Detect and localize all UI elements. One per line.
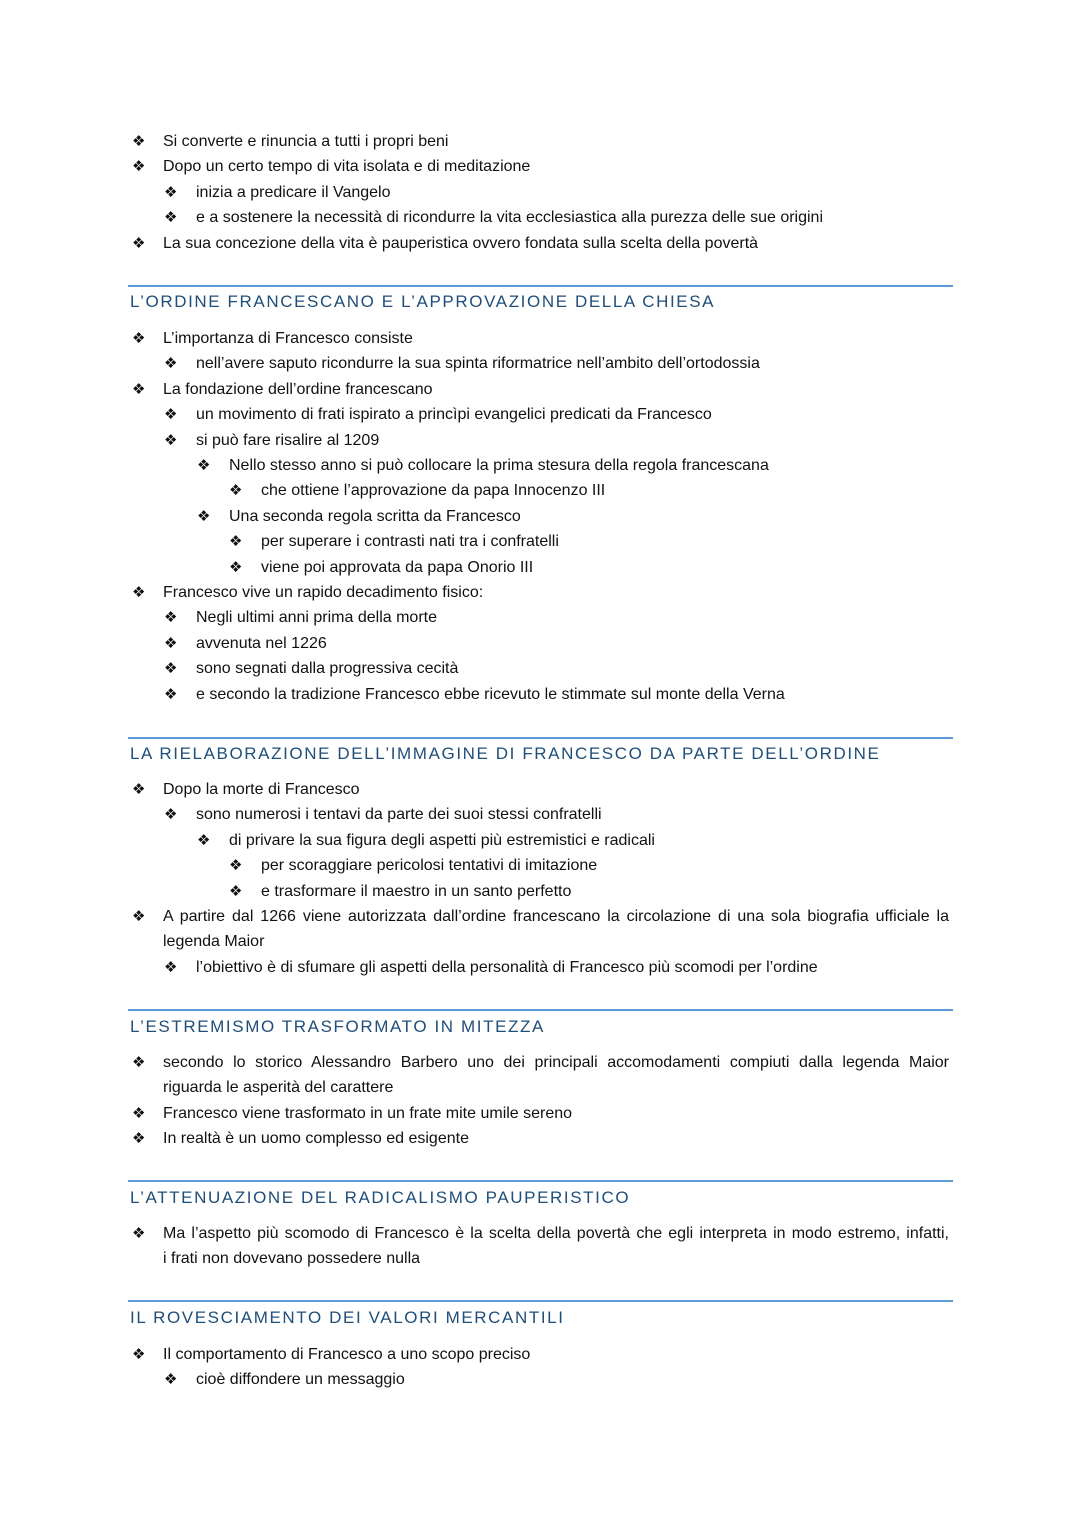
bullet-icon: ❖: [164, 609, 178, 627]
list-item-text: che ottiene l’approvazione da papa Innocenzo III: [261, 482, 606, 500]
list-item-text: nell’avere saputo ricondurre la sua spinta riformatrice nell’ambito dell’ortodossia: [196, 355, 760, 373]
bullet-icon: ❖: [197, 507, 211, 525]
bullet-icon: ❖: [164, 660, 178, 678]
list-item-text: Il comportamento di Francesco a uno scopo preciso: [163, 1346, 531, 1363]
bullet-icon: ❖: [132, 1054, 146, 1071]
bullet-icon: ❖: [229, 533, 243, 551]
bullet-icon: ❖: [132, 908, 146, 925]
list-item-text: Una seconda regola scritta da Francesco: [229, 507, 521, 525]
bullet-icon: ❖: [229, 558, 243, 576]
bullet-icon: ❖: [132, 330, 146, 347]
section-rule: [128, 1180, 953, 1182]
bullet-icon: ❖: [164, 806, 178, 824]
bullet-icon: ❖: [132, 133, 146, 150]
bullet-icon: ❖: [132, 1346, 146, 1363]
list-item-text: di privare la sua figura degli aspetti più estremistici e radicali: [229, 831, 655, 849]
list-item-text: avvenuta nel 1226: [196, 634, 327, 652]
list-item-text: Francesco vive un rapido decadimento fisico:: [163, 584, 484, 601]
list-item-text: secondo lo storico Alessandro Barbero uno dei principali accomodamenti compiuti dalla legenda Maior: [163, 1054, 949, 1071]
list-item-text: sono numerosi i tentavi da parte dei suoi stessi confratelli: [196, 806, 602, 824]
list-item-text: sono segnati dalla progressiva cecità: [196, 660, 459, 678]
list-item-text: l’obiettivo è di sfumare gli aspetti della personalità di Francesco più scomodi per l’ordine: [196, 958, 818, 976]
list-item-text: Negli ultimi anni prima della morte: [196, 609, 437, 627]
bullet-icon: ❖: [229, 882, 243, 900]
bullet-icon: ❖: [132, 1104, 146, 1122]
bullet-icon: ❖: [164, 406, 178, 424]
list-item-text: viene poi approvata da papa Onorio III: [261, 558, 534, 576]
list-item-text: legenda Maior: [163, 933, 265, 951]
bullet-icon: ❖: [164, 355, 178, 373]
list-item-text: La sua concezione della vita è pauperistica ovvero fondata sulla scelta della povertà: [163, 234, 759, 252]
bullet-icon: ❖: [164, 958, 178, 976]
list-item-text: per scoraggiare pericolosi tentativi di imitazione: [261, 857, 598, 875]
bullet-icon: ❖: [197, 457, 211, 474]
list-item-text: La fondazione dell’ordine francescano: [163, 380, 433, 398]
section-heading: IL ROVESCIAMENTO DEI VALORI MERCANTILI: [130, 1308, 565, 1327]
section-rule: [128, 285, 953, 287]
section-rule: [128, 737, 953, 739]
bullet-icon: ❖: [229, 857, 243, 875]
list-item-text: inizia a predicare il Vangelo: [196, 183, 391, 201]
section-rule: [128, 1009, 953, 1011]
bullet-icon: ❖: [132, 584, 146, 601]
bullet-icon: ❖: [164, 685, 178, 703]
bullet-icon: ❖: [164, 183, 178, 201]
bullet-icon: ❖: [132, 158, 146, 176]
list-item-text: Si converte e rinuncia a tutti i propri beni: [163, 133, 449, 150]
section-heading: L’ORDINE FRANCESCANO E L’APPROVAZIONE DELLA CHIESA: [130, 292, 716, 311]
bullet-icon: ❖: [229, 482, 243, 500]
bullet-icon: ❖: [132, 1225, 146, 1242]
bullet-icon: ❖: [164, 1371, 178, 1389]
bullet-icon: ❖: [164, 431, 178, 449]
section-heading: L’ESTREMISMO TRASFORMATO IN MITEZZA: [130, 1017, 545, 1036]
bullet-icon: ❖: [164, 209, 178, 227]
list-item-text: e trasformare il maestro in un santo perfetto: [261, 882, 572, 900]
list-item-text: A partire dal 1266 viene autorizzata dall’ordine francescano la circolazione di una sola biografia ufficiale la: [163, 908, 949, 925]
list-item-text: In realtà è un uomo complesso ed esigente: [163, 1130, 469, 1148]
list-item-text: Francesco viene trasformato in un frate mite umile sereno: [163, 1104, 573, 1122]
list-item-text: i frati non dovevano possedere nulla: [163, 1250, 421, 1268]
list-item-text: Ma l’aspetto più scomodo di Francesco è la scelta della povertà che egli interpreta in modo estremo, infatti,: [163, 1225, 949, 1242]
list-item-text: cioè diffondere un messaggio: [196, 1371, 405, 1389]
list-item-text: Nello stesso anno si può collocare la prima stesura della regola francescana: [229, 457, 769, 474]
list-item-text: Dopo un certo tempo di vita isolata e di meditazione: [163, 158, 531, 176]
section-rule: [128, 1300, 953, 1302]
list-item-text: e a sostenere la necessità di ricondurre la vita ecclesiastica alla purezza delle sue origini: [196, 209, 823, 227]
list-item-text: si può fare risalire al 1209: [196, 431, 380, 449]
section-heading: L’ATTENUAZIONE DEL RADICALISMO PAUPERISTICO: [130, 1188, 631, 1207]
bullet-icon: ❖: [132, 781, 146, 798]
bullet-icon: ❖: [132, 1130, 146, 1148]
list-item-text: per superare i contrasti nati tra i confratelli: [261, 533, 559, 551]
section-heading: LA RIELABORAZIONE DELL’IMMAGINE DI FRANCESCO DA PARTE DELL’ORDINE: [130, 744, 881, 763]
bullet-icon: ❖: [132, 380, 146, 398]
list-item-text: L’importanza di Francesco consiste: [163, 330, 413, 347]
bullet-icon: ❖: [197, 831, 211, 849]
list-item-text: un movimento di frati ispirato a princìpi evangelici predicati da Francesco: [196, 406, 712, 424]
list-item-text: Dopo la morte di Francesco: [163, 781, 360, 798]
bullet-icon: ❖: [132, 234, 146, 252]
list-item-text: e secondo la tradizione Francesco ebbe ricevuto le stimmate sul monte della Verna: [196, 685, 785, 703]
bullet-icon: ❖: [164, 634, 178, 652]
list-item-text: riguarda le asperità del carattere: [163, 1079, 394, 1097]
